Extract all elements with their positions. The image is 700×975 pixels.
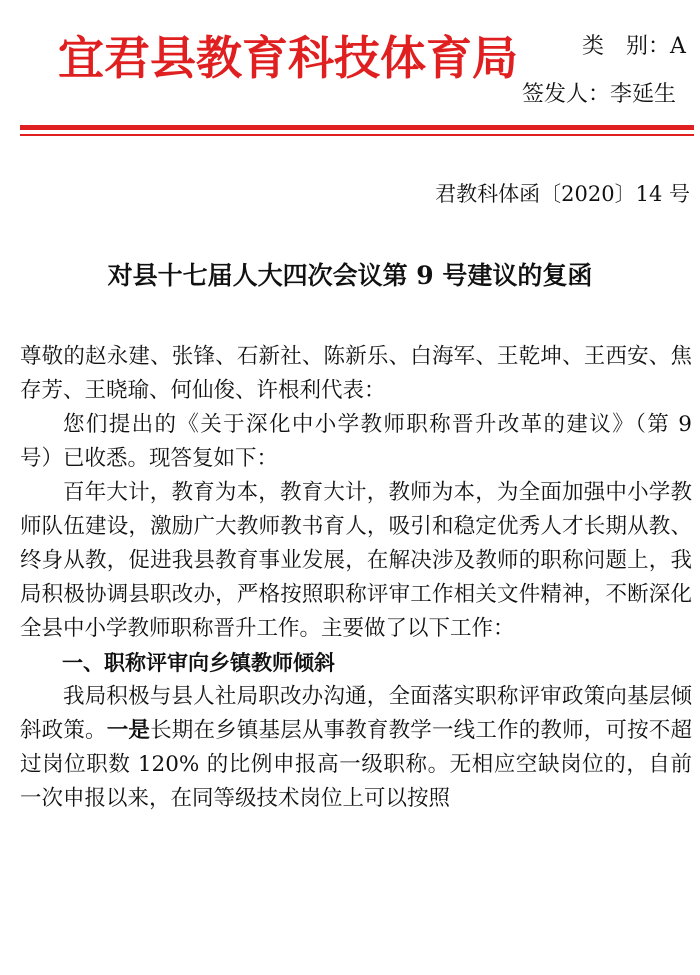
document-category: 类 别：A [582,34,686,59]
document-number: 君教科体函〔2020〕14 号 [435,182,690,206]
paragraph-section-1-body: 长期在乡镇基层从事教育教学一线工作的教师，可按不超过岗位职数 120% 的比例申报高一级职称。无相应空缺岗位的，自前一次申报以来，在同等级技术岗位上可以按照 [20,718,692,811]
paragraph-section-1-emphasis: 一是 [106,718,151,743]
document-title: 对县十七届人大四次会议第 9 号建议的复函 [107,261,593,290]
document-body [20,340,692,816]
salutation: 尊敬的赵永建、张锋、石新社、陈新乐、白海军、王乾坤、王西安、焦存芳、王晓瑜、何仙俊、许根利代表： [20,344,692,403]
organization-name: 宜君县教育科技体育局 [58,31,518,85]
document-issuer: 签发人：李延生 [522,82,677,107]
paragraph-section-1-intro: 我局积极与县人社局职改办沟通，全面落实职称评审政策向基层倾斜政策。 [20,684,692,743]
header-rule-thick [20,125,694,130]
paragraph-acknowledgement: 您们提出的《关于深化中小学教师职称晋升改革的建议》（第 9 号）已收悉。现答复如下： [20,412,692,471]
paragraph-section-1 [20,680,692,816]
section-heading-1: 一、职称评审向乡镇教师倾斜 [62,651,335,675]
header-rule-thin [20,134,694,136]
paragraph-overview: 百年大计，教育为本，教育大计，教师为本，为全面加强中小学教师队伍建设，激励广大教师教书育人，吸引和稳定优秀人才长期从教、终身从教，促进我县教育事业发展，在解决涉及教师的职称问题上，我局积极协调县职改办，严格按照职称评审工作相关文件精神，不断深化全县中小学教师职称晋升工作。主要做了以下工作： [20,480,692,641]
